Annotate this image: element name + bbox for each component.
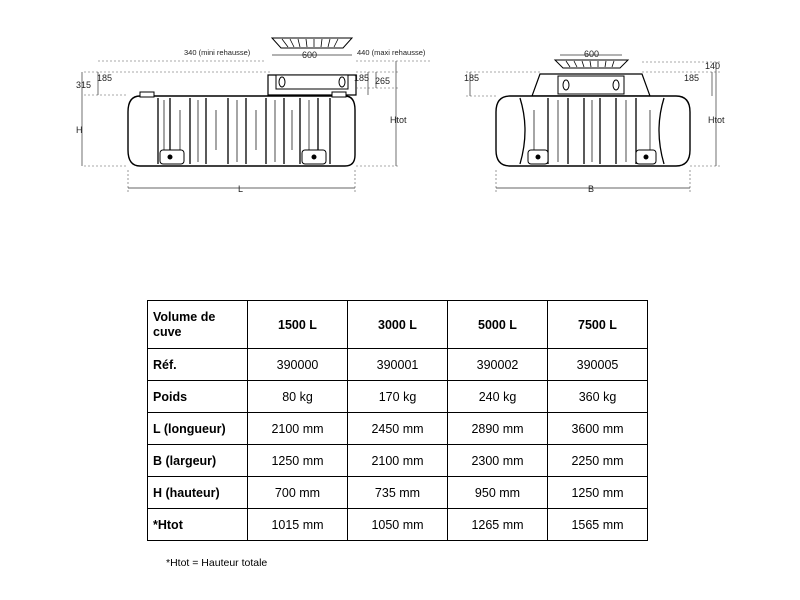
dim-185-right-side: 185 bbox=[354, 73, 370, 83]
row-label: H (hauteur) bbox=[148, 477, 248, 509]
column-header: 5000 L bbox=[448, 301, 548, 349]
table-cell: 2300 mm bbox=[448, 445, 548, 477]
header-volume-label bbox=[148, 301, 248, 349]
table-cell: 80 kg bbox=[248, 381, 348, 413]
dim-maxi-rehausse: 440 (maxi rehausse) bbox=[357, 48, 426, 57]
header-volume-line1: Volume de bbox=[153, 309, 216, 324]
header-volume-line2: cuve bbox=[153, 324, 182, 339]
row-label: L (longueur) bbox=[148, 413, 248, 445]
row-label: Réf. bbox=[148, 349, 248, 381]
table-cell: 390005 bbox=[548, 349, 648, 381]
column-header: 7500 L bbox=[548, 301, 648, 349]
table-cell: 1250 mm bbox=[248, 445, 348, 477]
table-cell: 2450 mm bbox=[348, 413, 448, 445]
label-B: B bbox=[588, 184, 595, 194]
table-row bbox=[148, 381, 648, 413]
table-cell: 2100 mm bbox=[248, 413, 348, 445]
table-cell: 1050 mm bbox=[348, 509, 448, 541]
table-cell: 1250 mm bbox=[548, 477, 648, 509]
table-cell: 735 mm bbox=[348, 477, 448, 509]
table-cell: 390001 bbox=[348, 349, 448, 381]
footnote: *Htot = Hauteur totale bbox=[166, 557, 268, 569]
table-row bbox=[148, 349, 648, 381]
table-cell: 2100 mm bbox=[348, 445, 448, 477]
table-row bbox=[148, 445, 648, 477]
row-label: Poids bbox=[148, 381, 248, 413]
table-cell: 700 mm bbox=[248, 477, 348, 509]
dim-315: 315 bbox=[76, 80, 92, 90]
label-L: L bbox=[238, 184, 244, 194]
label-H: H bbox=[76, 125, 83, 135]
column-header: 3000 L bbox=[348, 301, 448, 349]
row-label: B (largeur) bbox=[148, 445, 248, 477]
dim-600-side: 600 bbox=[302, 50, 318, 60]
table-cell: 240 kg bbox=[448, 381, 548, 413]
column-header: 1500 L bbox=[248, 301, 348, 349]
tank-side-view bbox=[128, 38, 356, 166]
table-cell: 390000 bbox=[248, 349, 348, 381]
dim-185-left-side: 185 bbox=[97, 73, 113, 83]
table-cell: 2890 mm bbox=[448, 413, 548, 445]
dim-600-front: 600 bbox=[584, 49, 600, 59]
dim-mini-rehausse: 340 (mini rehausse) bbox=[184, 48, 251, 57]
table-cell: 950 mm bbox=[448, 477, 548, 509]
dim-140: 140 bbox=[705, 61, 721, 71]
dim-185-right-front: 185 bbox=[684, 73, 700, 83]
table-cell: 1565 mm bbox=[548, 509, 648, 541]
table-cell: 1015 mm bbox=[248, 509, 348, 541]
tank-front-view bbox=[496, 60, 690, 166]
table-cell: 2250 mm bbox=[548, 445, 648, 477]
table-cell: 3600 mm bbox=[548, 413, 648, 445]
table-cell: 360 kg bbox=[548, 381, 648, 413]
table-header-row bbox=[148, 301, 648, 349]
row-label: *Htot bbox=[148, 509, 248, 541]
spec-table bbox=[147, 300, 648, 541]
table-cell: 390002 bbox=[448, 349, 548, 381]
label-Htot-side: Htot bbox=[390, 115, 407, 125]
dim-185-left-front: 185 bbox=[464, 73, 480, 83]
table-row bbox=[148, 413, 648, 445]
label-Htot-front: Htot bbox=[708, 115, 725, 125]
table-row bbox=[148, 509, 648, 541]
technical-drawing bbox=[0, 0, 800, 205]
table-row bbox=[148, 477, 648, 509]
dim-265: 265 bbox=[375, 76, 391, 86]
table-cell: 1265 mm bbox=[448, 509, 548, 541]
table-cell: 170 kg bbox=[348, 381, 448, 413]
